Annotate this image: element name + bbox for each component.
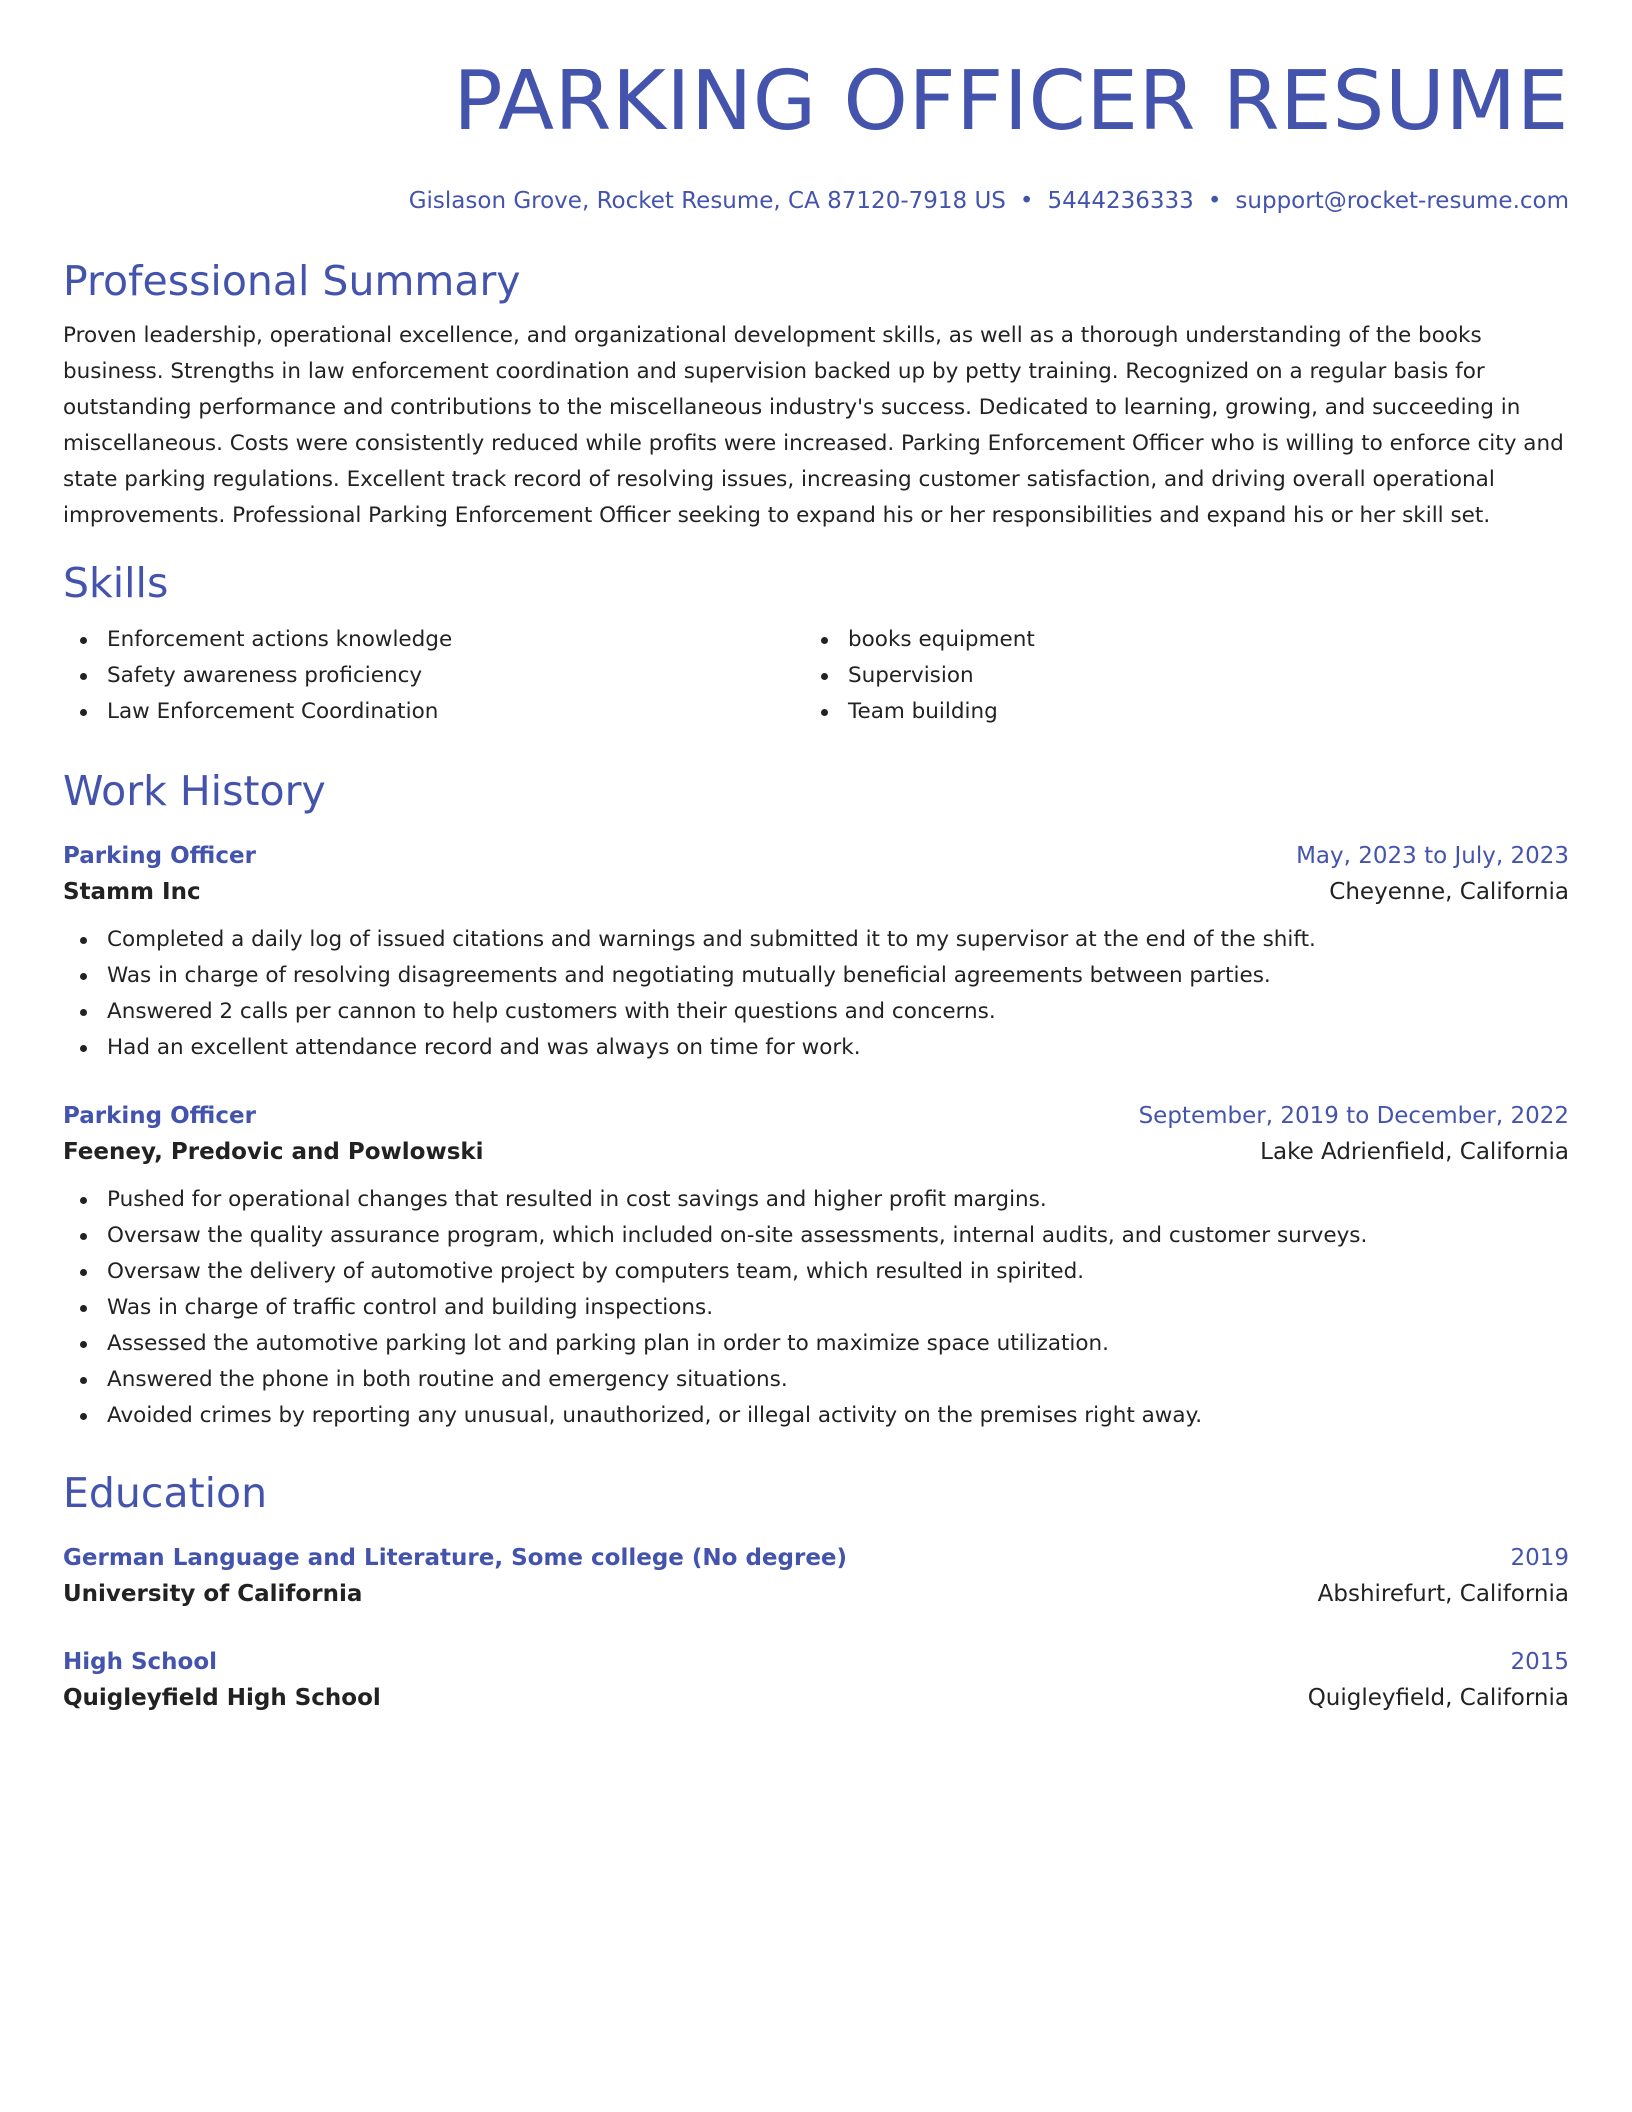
job-bullet: Was in charge of traffic control and building inspections. <box>63 1290 1569 1326</box>
education-school-row <box>63 1680 1569 1716</box>
education-heading: Education <box>63 1469 268 1517</box>
job-location: Cheyenne, California <box>1329 879 1569 905</box>
job-entry <box>63 1098 1569 1434</box>
education-year: 2019 <box>1510 1545 1569 1571</box>
education-degree: High School <box>63 1649 218 1675</box>
skills-column-right <box>804 622 1545 730</box>
job-company: Stamm Inc <box>63 879 201 905</box>
education-school: Quigleyfield High School <box>63 1685 381 1711</box>
skill-item: Law Enforcement Coordination <box>63 694 804 730</box>
job-bullet: Answered the phone in both routine and emergency situations. <box>63 1362 1569 1398</box>
contact-email: support@rocket-resume.com <box>1235 188 1569 214</box>
job-title: Parking Officer <box>63 1103 256 1129</box>
job-company: Feeney, Predovic and Powlowski <box>63 1139 484 1165</box>
summary-text: Proven leadership, operational excellence, and organizational development skills, as well as a thorough understanding of the books business. Strengths in law enforcement coordination and supervision backed up by petty training. Recognized on a regular basis for outstanding performance and contributions to the miscellaneous industry's success. Dedicated to learning, growing, and succeeding in miscellaneous. Costs were consistently reduced while profits were increased. Parking Enforcement Officer who is willing to enforce city and state parking regulations. Excellent track record of resolving issues, increasing customer satisfaction, and driving overall operational improvements. Professional Parking Enforcement Officer seeking to expand his or her responsibilities and expand his or her skill set. <box>63 323 1564 528</box>
job-bullet: Had an excellent attendance record and was always on time for work. <box>63 1030 1569 1066</box>
summary-heading: Professional Summary <box>63 257 521 305</box>
job-bullet: Was in charge of resolving disagreements and negotiating mutually beneficial agreements between parties. <box>63 958 1569 994</box>
job-header-row <box>63 838 1569 874</box>
job-title: Parking Officer <box>63 843 256 869</box>
education-location: Quigleyfield, California <box>1307 1685 1569 1711</box>
job-bullet: Pushed for operational changes that resulted in cost savings and higher profit margins. <box>63 1182 1569 1218</box>
education-location: Abshirefurt, California <box>1317 1581 1569 1607</box>
education-entry <box>63 1644 1569 1716</box>
job-bullet: Oversaw the quality assurance program, which included on-site assessments, internal audits, and customer surveys. <box>63 1218 1569 1254</box>
skill-item: Enforcement actions knowledge <box>63 622 804 658</box>
contact-address: Gislason Grove, Rocket Resume, CA 87120-7918 US <box>408 188 1006 214</box>
contact-separator: • <box>1207 188 1222 214</box>
contact-line <box>63 186 1569 216</box>
skills-list <box>63 622 1569 730</box>
skill-item: Team building <box>804 694 1545 730</box>
job-bullet: Completed a daily log of issued citations and warnings and submitted it to my supervisor at the end of the shift. <box>63 922 1569 958</box>
job-bullet: Answered 2 calls per cannon to help customers with their questions and concerns. <box>63 994 1569 1030</box>
resume-title: PARKING OFFICER RESUME <box>453 54 1569 149</box>
job-dates: May, 2023 to July, 2023 <box>1296 843 1569 869</box>
skill-item: Safety awareness proficiency <box>63 658 804 694</box>
education-school: University of California <box>63 1581 363 1607</box>
skill-item: books equipment <box>804 622 1545 658</box>
job-bullets <box>63 922 1569 1066</box>
education-school-row <box>63 1576 1569 1612</box>
job-company-row <box>63 1134 1569 1170</box>
work-history-heading: Work History <box>63 767 326 815</box>
education-header-row <box>63 1540 1569 1576</box>
skills-heading: Skills <box>63 559 169 607</box>
contact-phone: 5444236333 <box>1047 188 1194 214</box>
job-bullet: Avoided crimes by reporting any unusual, unauthorized, or illegal activity on the premises right away. <box>63 1398 1569 1434</box>
contact-separator: • <box>1019 188 1034 214</box>
job-company-row <box>63 874 1569 910</box>
education-year: 2015 <box>1510 1649 1569 1675</box>
job-dates: September, 2019 to December, 2022 <box>1138 1103 1569 1129</box>
job-bullets <box>63 1182 1569 1434</box>
job-entry <box>63 838 1569 1066</box>
skills-column-left <box>63 622 804 730</box>
education-entry <box>63 1540 1569 1612</box>
job-bullet: Assessed the automotive parking lot and parking plan in order to maximize space utilization. <box>63 1326 1569 1362</box>
job-header-row <box>63 1098 1569 1134</box>
education-degree: German Language and Literature, Some college (No degree) <box>63 1545 848 1571</box>
job-bullet: Oversaw the delivery of automotive project by computers team, which resulted in spirited. <box>63 1254 1569 1290</box>
education-header-row <box>63 1644 1569 1680</box>
job-location: Lake Adrienfield, California <box>1260 1139 1569 1165</box>
skill-item: Supervision <box>804 658 1545 694</box>
